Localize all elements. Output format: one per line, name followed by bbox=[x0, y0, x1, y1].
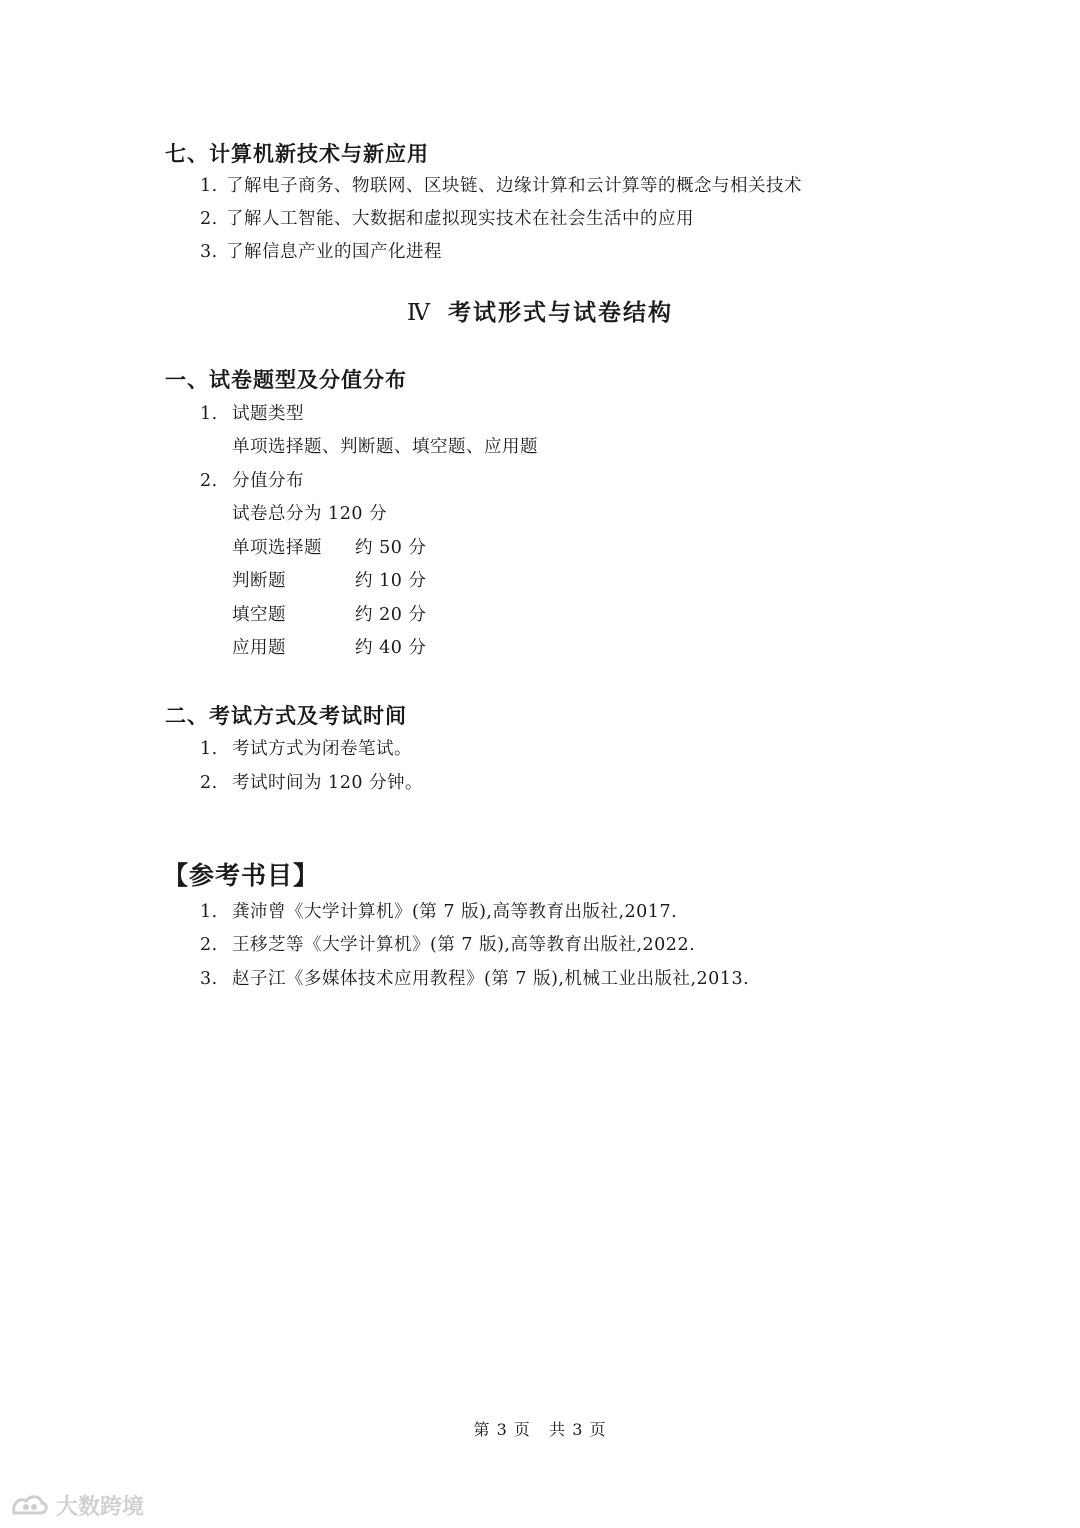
list-item bbox=[200, 735, 412, 760]
question-types: 单项选择题、判断题、填空题、应用题 bbox=[232, 437, 538, 457]
total-score: 试卷总分为 120 分 bbox=[232, 504, 388, 524]
list-text: 了解人工智能、大数据和虚拟现实技术在社会生活中的应用 bbox=[226, 209, 694, 229]
part-title-text: 考试形式与试卷结构 bbox=[447, 300, 673, 326]
reference-item bbox=[200, 898, 677, 923]
list-item bbox=[200, 172, 802, 197]
logo-icon bbox=[10, 1493, 50, 1519]
watermark bbox=[10, 1490, 144, 1521]
page-footer: 第 3 页 共 3 页 bbox=[473, 1420, 607, 1439]
list-text: 考试时间为 120 分钟。 bbox=[232, 773, 424, 793]
list-number: 1. bbox=[200, 176, 218, 196]
score-row-value: 约 20 分 bbox=[355, 605, 427, 625]
list-number: 1. bbox=[200, 739, 218, 759]
list-number: 3. bbox=[200, 242, 218, 262]
list-label: 分值分布 bbox=[232, 471, 304, 491]
list-number: 2. bbox=[200, 935, 218, 955]
reference-item bbox=[200, 931, 695, 956]
reference-text: 赵子江《多媒体技术应用教程》(第 7 版),机械工业出版社,2013. bbox=[232, 969, 750, 989]
list-number: 1. bbox=[200, 902, 218, 922]
list-number: 2. bbox=[200, 209, 218, 229]
section-heading-7: 七、计算机新技术与新应用 bbox=[165, 142, 429, 166]
score-row-value: 约 40 分 bbox=[355, 638, 427, 658]
reference-text: 王移芝等《大学计算机》(第 7 版),高等教育出版社,2022. bbox=[232, 935, 696, 955]
score-row-value: 约 10 分 bbox=[355, 571, 427, 591]
list-label: 试题类型 bbox=[232, 404, 304, 424]
references-title: 【参考书目】 bbox=[163, 861, 320, 890]
list-text: 了解电子商务、物联网、区块链、边缘计算和云计算等的概念与相关技术 bbox=[226, 176, 802, 196]
part-numeral: Ⅳ bbox=[407, 300, 432, 326]
list-item bbox=[200, 769, 423, 794]
reference-text: 龚沛曾《大学计算机》(第 7 版),高等教育出版社,2017. bbox=[232, 902, 678, 922]
list-text: 考试方式为闭卷笔试。 bbox=[232, 739, 412, 759]
list-text: 了解信息产业的国产化进程 bbox=[226, 242, 442, 262]
list-item bbox=[200, 238, 442, 263]
section-heading-1: 一、试卷题型及分值分布 bbox=[165, 368, 407, 392]
list-number: 1. bbox=[200, 404, 218, 424]
list-number: 3. bbox=[200, 969, 218, 989]
score-row-type: 应用题 bbox=[232, 638, 286, 658]
list-item bbox=[200, 400, 304, 425]
score-row-value: 约 50 分 bbox=[355, 538, 427, 558]
part-title bbox=[0, 294, 1080, 327]
list-item bbox=[200, 467, 304, 492]
section-heading-2: 二、考试方式及考试时间 bbox=[165, 704, 407, 728]
list-number: 2. bbox=[200, 471, 218, 491]
score-row-type: 判断题 bbox=[232, 571, 286, 591]
score-row-type: 单项选择题 bbox=[232, 538, 322, 558]
reference-item bbox=[200, 965, 749, 990]
list-item bbox=[200, 205, 694, 230]
score-row-type: 填空题 bbox=[232, 605, 286, 625]
list-number: 2. bbox=[200, 773, 218, 793]
watermark-text: 大数跨境 bbox=[56, 1495, 145, 1520]
